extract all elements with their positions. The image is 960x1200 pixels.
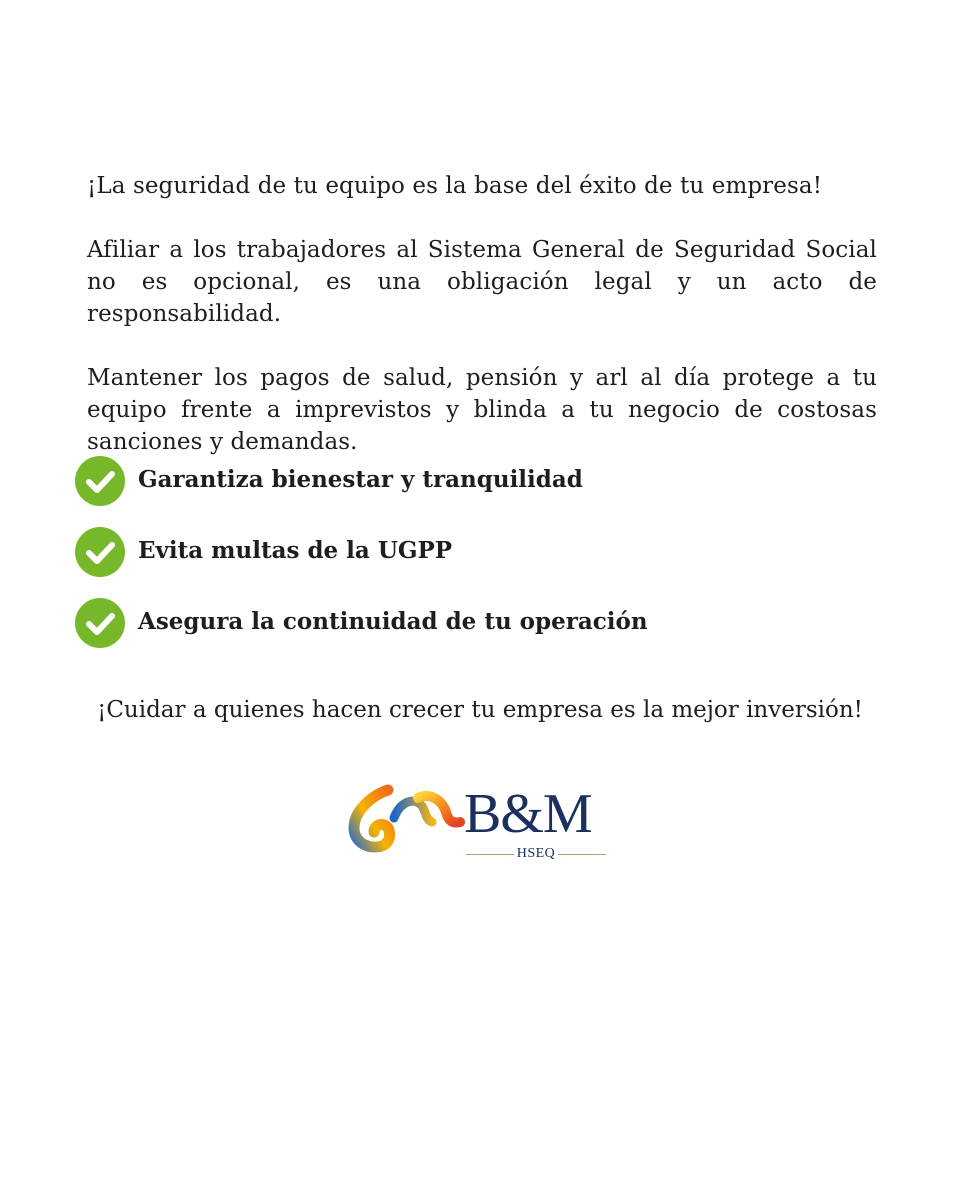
check-circle-icon: [75, 527, 125, 577]
benefit-item: [75, 526, 875, 578]
benefits-list: [75, 455, 875, 668]
brand-logo: [348, 776, 610, 868]
check-circle-icon: [75, 456, 125, 506]
benefit-label: Evita multas de la UGPP: [138, 536, 453, 564]
check-circle-icon: [75, 598, 125, 648]
benefit-label: Asegura la continuidad de tu operación: [138, 607, 648, 635]
benefit-label: Garantiza bienestar y tranquilidad: [138, 465, 583, 493]
benefit-item: [75, 455, 875, 507]
protection-paragraph: Mantener los pagos de salud, pensión y arl al día protege a tu equipo frente a imprevistos y blinda a tu negocio de costosas sanciones y demandas.: [87, 365, 877, 455]
brand-divider-right: [558, 854, 606, 855]
benefit-item: [75, 597, 875, 649]
main-content: [87, 170, 877, 458]
closing-text: ¡Cuidar a quienes hacen crecer tu empresa es la mejor inversión!: [97, 697, 863, 723]
headline-text: ¡La seguridad de tu equipo es la base del éxito de tu empresa!: [87, 173, 823, 199]
obligation-paragraph: Afiliar a los trabajadores al Sistema General de Seguridad Social no es opcional, es una obligación legal y un acto de responsabilidad.: [87, 237, 877, 327]
brand-subtitle: HSEQ: [516, 846, 556, 861]
brand-mark-icon: [348, 776, 466, 868]
brand-divider-left: [466, 854, 514, 855]
brand-name: B&M: [464, 783, 592, 845]
